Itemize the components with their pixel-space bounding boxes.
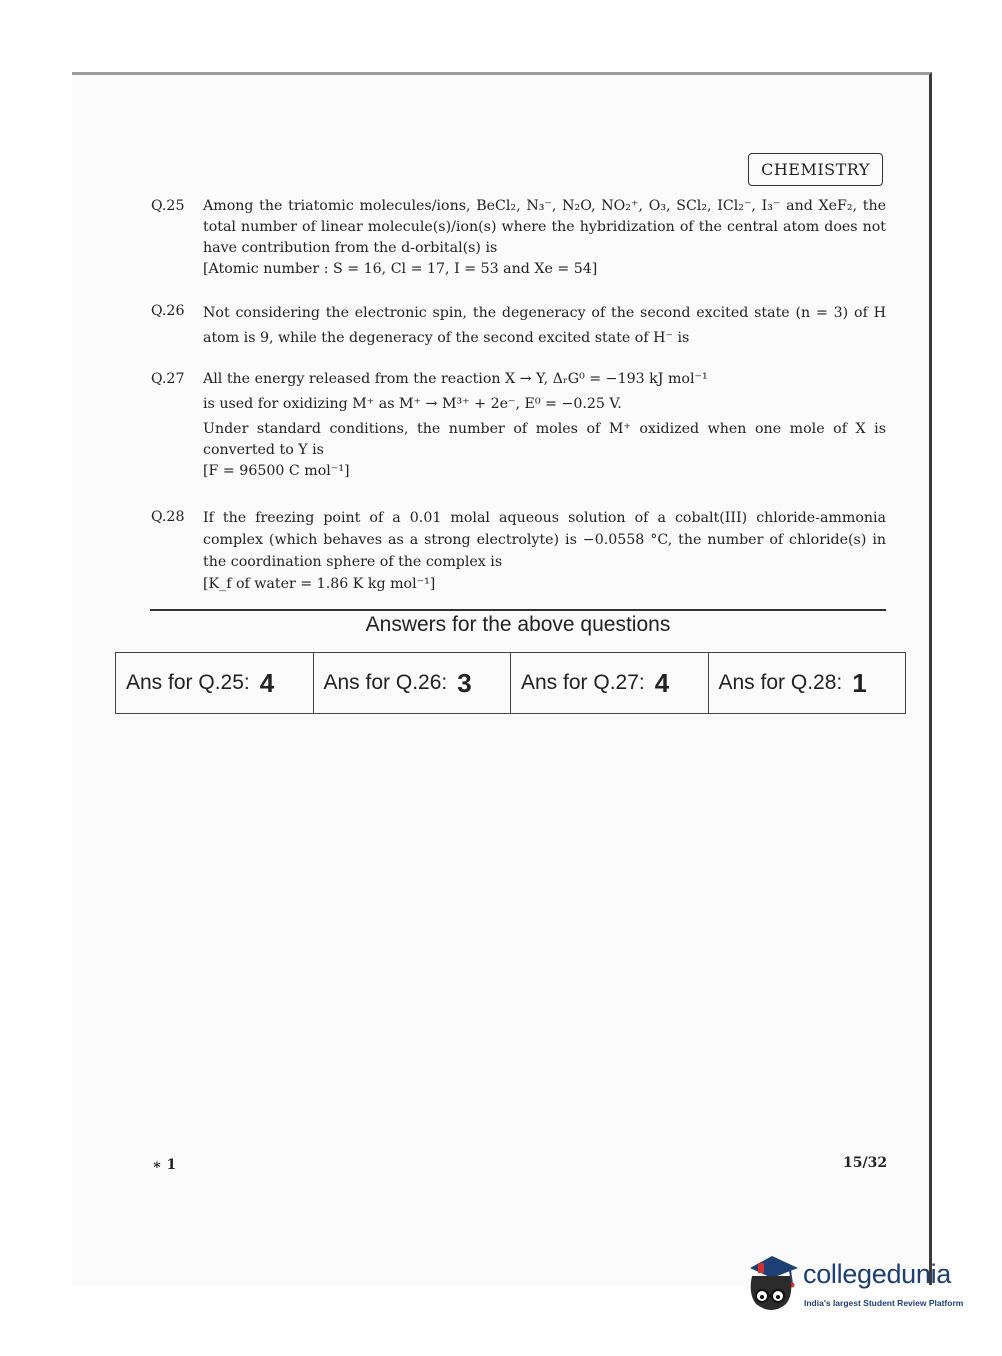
answer-cell-q28 [709,653,906,713]
question-number: Q.27 [151,371,185,387]
footer-marker: ∗ 1 [152,1157,177,1173]
answer-value: 3 [457,667,472,698]
page-number: 15/32 [843,1155,888,1171]
answer-label: Ans for Q.25: [126,671,250,694]
answer-cell-q25 [116,653,314,713]
answer-label: Ans for Q.26: [323,671,448,694]
divider [150,609,886,611]
mascot-icon [742,1250,802,1320]
question-text: If the freezing point of a 0.01 molal aqueous solution of a cobalt(III) chloride-ammonia complex (which behaves as a strong electrolyte) is −0.0558 °C, the number of chloride(s) in the coordination sphere of the complex is [203,510,886,570]
question-number: Q.28 [151,509,185,525]
question-text: Among the triatomic molecules/ions, BeCl₂, N₃⁻, N₂O, NO₂⁺, O₃, SCl₂, ICl₂⁻, I₃⁻ and XeF₂, the total number of linear molecule(s)/ion(s) where the hybridization of the central atom does not have contribution from the d-orbital(s) is [203,198,886,256]
question-26 [151,301,886,351]
collegedunia-logo[interactable] [742,1250,972,1320]
question-text: All the energy released from the reaction X → Y, ΔᵣG⁰ = −193 kJ mol⁻¹ [203,371,708,387]
answer-cell-q26 [314,653,512,713]
question-25 [151,196,886,280]
question-number: Q.25 [151,198,185,214]
answer-value: 4 [654,667,670,698]
question-27 [151,369,886,482]
question-28 [151,507,886,595]
question-text: is used for oxidizing M⁺ as M⁺ → M³⁺ + 2e⁻, E⁰ = −0.25 V. [203,396,622,412]
answer-label: Ans for Q.28: [718,671,843,694]
answer-label: Ans for Q.27: [521,671,645,694]
question-text: Not considering the electronic spin, the degeneracy of the second excited state (n = 3) of H atom is 9, while the degeneracy of the second excited state of H⁻ is [203,305,886,346]
answer-value: 1 [852,667,867,698]
answers-title: Answers for the above questions [365,613,671,636]
answer-value: 4 [259,667,275,698]
subject-badge: CHEMISTRY [748,153,883,186]
question-note: [Atomic number : S = 16, Cl = 17, I = 53 and Xe = 54] [203,261,598,277]
answers-table [115,652,906,714]
question-text: Under standard conditions, the number of moles of M⁺ oxidized when one mole of X is converted to Y is [203,421,886,458]
question-note: [K_f of water = 1.86 K kg mol⁻¹] [203,576,436,592]
answer-cell-q27 [511,653,709,713]
logo-tagline: India's largest Student Review Platform [804,1298,964,1308]
logo-brand: collegedunia [803,1259,952,1289]
question-note: [F = 96500 C mol⁻¹] [203,463,350,479]
question-number: Q.26 [151,303,185,319]
